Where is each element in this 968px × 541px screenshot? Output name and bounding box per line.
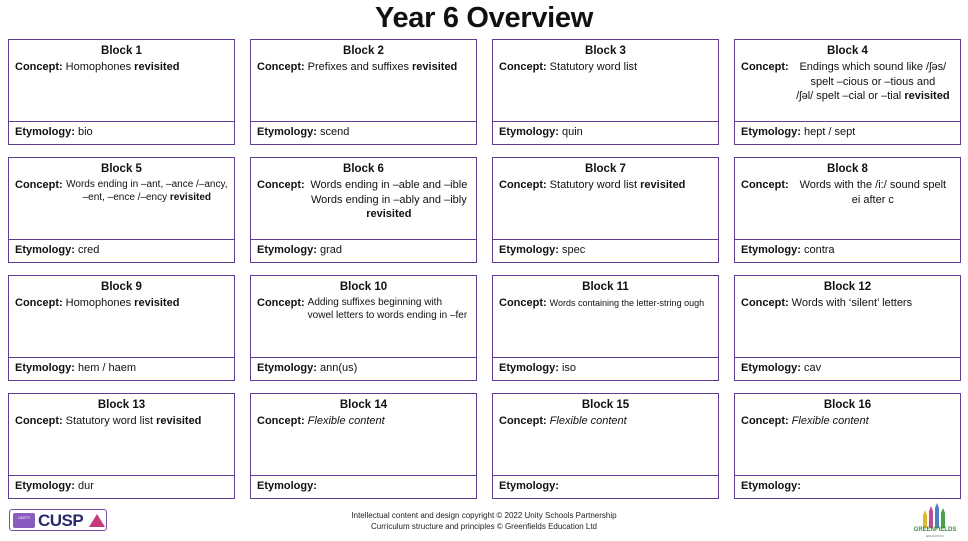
etymology-label: Etymology: [15, 480, 75, 492]
revisited-tag: revisited [134, 61, 180, 73]
etymology-label: Etymology: [741, 126, 801, 138]
concept-text [308, 60, 470, 75]
cusp-triangle-icon [89, 514, 105, 527]
concept-line [66, 178, 228, 191]
block-label: Block 3 [585, 45, 626, 57]
block-card [8, 275, 235, 381]
block-card [8, 157, 235, 263]
concept-line [550, 296, 712, 310]
concept-line-text: Words ending in –able and –ible [310, 179, 468, 191]
block-label: Block 15 [581, 399, 630, 411]
block-label: Block 11 [582, 281, 629, 293]
revisited-tag: revisited [904, 90, 950, 102]
etymology-label: Etymology: [15, 126, 75, 138]
block-card [734, 39, 961, 145]
greenfields-logo [912, 503, 958, 539]
concept-label: Concept: [741, 297, 789, 309]
concept-text [66, 414, 228, 429]
block-label: Block 10 [339, 281, 388, 293]
concept-text [792, 60, 954, 104]
concept-label: Concept: [15, 61, 63, 73]
concept-line [792, 193, 954, 208]
concept-row [499, 60, 712, 75]
etymology-label: Etymology: [257, 480, 317, 492]
block-label: Block 7 [585, 163, 626, 175]
etymology-row [735, 357, 960, 380]
concept-line-text: –ent, –ence /–ency [82, 192, 170, 203]
concept-line [66, 191, 228, 204]
concept-line [792, 414, 954, 429]
revisited-tag: revisited [366, 208, 412, 220]
concept-text [308, 178, 470, 222]
etymology-label: Etymology: [741, 362, 801, 374]
concept-row [15, 296, 228, 311]
block-card [250, 157, 477, 263]
concept-line [308, 414, 470, 429]
block-label: Block 5 [101, 163, 142, 175]
concept-line-text: Flexible content [791, 415, 869, 427]
etymology-label: Etymology: [499, 362, 559, 374]
etymology-label: Etymology: [257, 362, 317, 374]
etymology-row [251, 239, 476, 262]
concept-label: Concept: [15, 415, 63, 427]
concept-line-text: Statutory word list [549, 61, 638, 73]
concept-row [499, 296, 712, 311]
etymology-row [9, 475, 234, 498]
etymology-label: Etymology: [499, 480, 559, 492]
block-card [8, 39, 235, 145]
block-label: Block 1 [101, 45, 142, 57]
block-card [492, 39, 719, 145]
concept-text [66, 296, 228, 311]
concept-line-text: Statutory word list [549, 179, 641, 191]
concept-line-text: Homophones [65, 297, 135, 309]
concept-text [308, 296, 470, 322]
block-card [734, 157, 961, 263]
etymology-row [9, 357, 234, 380]
concept-line [792, 60, 954, 75]
concept-line [792, 296, 954, 311]
block-label: Block 4 [827, 45, 868, 57]
concept-line [66, 60, 228, 75]
block-label: Block 14 [339, 399, 388, 411]
etymology-row [493, 357, 718, 380]
concept-label: Concept: [499, 179, 547, 191]
block-card [492, 157, 719, 263]
block-card [8, 393, 235, 499]
pencils-icon [912, 503, 958, 529]
unity-emblem-text: UNITY [18, 515, 30, 520]
concept-line-text: Words with the /i:/ sound spelt [799, 179, 947, 191]
concept-line [66, 296, 228, 311]
concept-text [792, 178, 954, 207]
etymology-label: Etymology: [741, 480, 801, 492]
concept-row [741, 178, 954, 207]
concept-row [499, 414, 712, 429]
etymology-row [251, 357, 476, 380]
etymology-label: Etymology: [257, 126, 317, 138]
etymology-row [9, 239, 234, 262]
etymology-value: spec [561, 244, 586, 256]
concept-text [66, 60, 228, 75]
block-label: Block 6 [343, 163, 384, 175]
revisited-tag: revisited [169, 192, 212, 203]
block-card [250, 393, 477, 499]
footer-line-1: Intellectual content and design copyright © 2022 Unity Schools Partnership [351, 511, 617, 520]
etymology-value: grad [319, 244, 342, 256]
etymology-value: dur [77, 480, 94, 492]
concept-row [741, 296, 954, 311]
concept-line-text: Words ending in –ably and –ibly [310, 193, 467, 206]
block-label: Block 12 [823, 281, 872, 293]
concept-line-text: Words ending in –ant, –ance /–ancy, [66, 179, 228, 190]
concept-text [550, 60, 712, 75]
concept-line [792, 89, 954, 104]
etymology-row [9, 121, 234, 144]
etymology-row [251, 475, 476, 498]
etymology-value: cav [803, 362, 822, 374]
block-card [250, 39, 477, 145]
etymology-row [735, 239, 960, 262]
etymology-row [735, 475, 960, 498]
block-card [734, 275, 961, 381]
footer-line-2: Curriculum structure and principles © Greenfields Education Ltd [371, 522, 597, 531]
etymology-label: Etymology: [257, 244, 317, 256]
concept-line [792, 75, 954, 90]
page-title: Year 6 Overview [375, 2, 593, 34]
block-label: Block 9 [101, 281, 142, 293]
concept-label: Concept: [499, 297, 547, 309]
concept-line [308, 60, 470, 75]
revisited-tag: revisited [640, 179, 686, 191]
concept-label: Concept: [15, 297, 63, 309]
concept-text [792, 296, 954, 311]
concept-row [257, 178, 470, 222]
concept-line-text: Flexible content [307, 415, 385, 427]
concept-line-text: Endings which sound like /ʃəs/ [799, 61, 947, 73]
concept-label: Concept: [257, 61, 305, 73]
concept-row [499, 178, 712, 193]
block-card [250, 275, 477, 381]
concept-line-text: ei after c [851, 193, 894, 206]
etymology-value: iso [561, 362, 577, 374]
concept-row [15, 178, 228, 204]
concept-row [741, 60, 954, 104]
concept-line [66, 414, 228, 429]
etymology-value: contra [803, 244, 835, 256]
etymology-label: Etymology: [15, 244, 75, 256]
concept-label: Concept: [741, 61, 789, 73]
concept-line [550, 178, 712, 193]
etymology-row [493, 121, 718, 144]
concept-label: Concept: [741, 415, 789, 427]
concept-label: Concept: [257, 415, 305, 427]
concept-label: Concept: [499, 415, 547, 427]
concept-text [550, 414, 712, 429]
block-label: Block 8 [827, 163, 868, 175]
block-card [492, 275, 719, 381]
concept-line-text: Flexible content [549, 415, 627, 427]
cusp-logo [9, 509, 107, 531]
concept-line-text: vowel letters to words ending in –fer [307, 310, 468, 321]
concept-label: Concept: [257, 297, 305, 309]
revisited-tag: revisited [412, 61, 458, 73]
concept-line-text: /ʃəl/ spelt –cial or –tial [796, 90, 905, 102]
etymology-value: ann(us) [319, 362, 358, 374]
greenfields-subtitle: EDUCATION [926, 534, 944, 538]
etymology-value: quin [561, 126, 583, 138]
block-card [734, 393, 961, 499]
concept-line [550, 414, 712, 429]
concept-line-text: Statutory word list [65, 415, 157, 427]
concept-line [308, 193, 470, 208]
block-label: Block 13 [97, 399, 146, 411]
footer-copyright [0, 510, 968, 532]
concept-line [550, 60, 712, 75]
concept-line-text: Homophones [65, 61, 135, 73]
concept-text [66, 178, 228, 204]
concept-text [550, 296, 712, 311]
concept-text [308, 414, 470, 429]
concept-line-text: Prefixes and suffixes [307, 61, 413, 73]
concept-label: Concept: [257, 179, 305, 191]
etymology-row [493, 239, 718, 262]
etymology-label: Etymology: [499, 244, 559, 256]
concept-row [257, 414, 470, 429]
concept-line [792, 178, 954, 193]
etymology-row [735, 121, 960, 144]
overview-grid [8, 39, 960, 505]
concept-line [308, 296, 470, 309]
concept-text [550, 178, 712, 193]
etymology-value: hem / haem [77, 362, 137, 374]
etymology-value: hept / sept [803, 126, 856, 138]
etymology-row [251, 121, 476, 144]
block-label: Block 2 [343, 45, 384, 57]
concept-label: Concept: [499, 61, 547, 73]
cusp-wordmark: CUSP [38, 511, 84, 530]
greenfields-wordmark: GREENFIELDS [913, 527, 957, 533]
concept-row [15, 60, 228, 75]
etymology-row [493, 475, 718, 498]
concept-row [257, 296, 470, 322]
concept-line-text: Adding suffixes beginning with [307, 297, 443, 308]
block-label: Block 16 [823, 399, 872, 411]
concept-row [741, 414, 954, 429]
concept-line-text: Words containing the letter-string ough [549, 298, 705, 308]
etymology-label: Etymology: [499, 126, 559, 138]
etymology-value: scend [319, 126, 350, 138]
concept-line-text: Words with ‘silent’ letters [791, 297, 913, 309]
concept-row [15, 414, 228, 429]
concept-row [257, 60, 470, 75]
concept-line [308, 207, 470, 222]
concept-line-text: spelt –cious or –tious and [810, 75, 936, 88]
etymology-label: Etymology: [15, 362, 75, 374]
block-card [492, 393, 719, 499]
concept-label: Concept: [15, 179, 63, 191]
revisited-tag: revisited [156, 415, 202, 427]
revisited-tag: revisited [134, 297, 180, 309]
etymology-value: bio [77, 126, 93, 138]
etymology-label: Etymology: [741, 244, 801, 256]
concept-label: Concept: [741, 179, 789, 191]
etymology-value: cred [77, 244, 100, 256]
concept-line [308, 178, 470, 193]
concept-line [308, 309, 470, 322]
concept-text [792, 414, 954, 429]
